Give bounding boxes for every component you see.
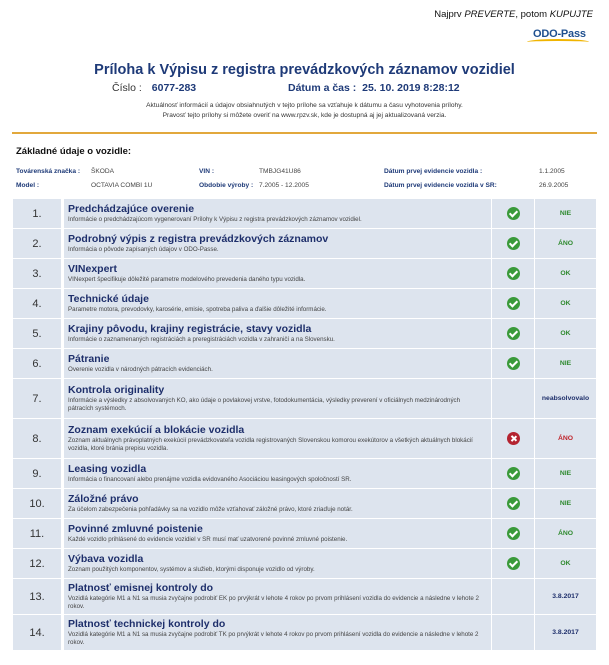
check-icon: [507, 357, 520, 370]
check-description: Zoznam použitých komponentov, systémov a služieb, ktorými disponuje vozidlo od výroby.: [68, 565, 315, 573]
znacka-value: ŠKODA: [91, 168, 115, 175]
check-status-cell: [492, 519, 535, 549]
first-registration-value: 1.1.2005: [539, 168, 565, 175]
datetime: [288, 82, 460, 94]
check-row: [13, 519, 597, 549]
check-body: [63, 615, 492, 651]
check-status-cell: [492, 319, 535, 349]
tagline: [434, 9, 593, 20]
check-result: neabsolvovalo: [535, 379, 597, 419]
check-status-cell: [492, 489, 535, 519]
check-status-cell: [492, 259, 535, 289]
check-result: OK: [535, 549, 597, 579]
info-line-1: Aktuálnosť informácií a údajov obsiahnutých v tejto prílohe sa vzťahuje k dátumu a času vyhotovenia prílohy.: [146, 102, 463, 109]
odo-pass-logo: [527, 24, 593, 46]
check-description: Parametre motora, prevodovky, karosérie, emisie, spotreba paliva a ďalšie dôležité informácie.: [68, 305, 327, 313]
cislo-label: Číslo :: [112, 82, 142, 94]
check-body: [63, 349, 492, 379]
check-row: [13, 379, 597, 419]
check-body: [63, 289, 492, 319]
check-body: [63, 549, 492, 579]
check-result: OK: [535, 319, 597, 349]
check-number: 7.: [13, 379, 63, 419]
check-row: [13, 459, 597, 489]
check-title: Platnosť technickej kontroly do: [68, 617, 226, 630]
check-icon: [507, 527, 520, 540]
basic-info-title: Základné údaje o vozidle:: [16, 146, 132, 157]
check-title: Kontrola originality: [68, 383, 165, 396]
check-body: [63, 379, 492, 419]
check-body: [63, 419, 492, 459]
check-number: 5.: [13, 319, 63, 349]
check-description: Vozidlá kategórie M1 a N1 sa musia zvyčajne podrobiť TK po prvýkrát v lehote 4 rokov po prvom prihlásení vozidla do evidencie a následne v lehote 2 rokov.: [68, 630, 479, 646]
check-description: VINexpert špecifikuje dôležité parametre modelového prevedenia daného typu vozidla.: [68, 275, 306, 283]
check-status-cell: [492, 379, 535, 419]
cislo-value: 6077-283: [151, 82, 197, 94]
check-row: [13, 319, 597, 349]
info-text: [0, 101, 609, 121]
check-number: 11.: [13, 519, 63, 549]
znacka-label: Továrenská značka :: [16, 168, 81, 175]
check-status-cell: [492, 419, 535, 459]
check-title: Záložné právo: [68, 492, 139, 505]
check-number: 10.: [13, 489, 63, 519]
check-number: 12.: [13, 549, 63, 579]
check-status-cell: [492, 459, 535, 489]
check-result: NIE: [535, 199, 597, 229]
check-icon: [507, 497, 520, 510]
check-result: NIE: [535, 459, 597, 489]
check-description: Informácie o zaznamenaných registráciách a preregistráciách vozidla v zahraničí a na Slovensku.: [68, 335, 335, 343]
first-registration-sr-value: 26.9.2005: [539, 182, 569, 189]
logo-swoosh-icon: [527, 39, 589, 45]
check-body: [63, 199, 492, 229]
check-status-cell: [492, 199, 535, 229]
check-icon: [507, 327, 520, 340]
check-result: 3.8.2017: [535, 579, 597, 615]
cross-icon: [507, 432, 520, 445]
check-icon: [507, 297, 520, 310]
check-title: Podrobný výpis z registra prevádzkových záznamov: [68, 232, 329, 245]
check-body: [63, 519, 492, 549]
check-title: Leasing vozidla: [68, 462, 147, 475]
check-result: ÁNO: [535, 519, 597, 549]
document-title: Príloha k Výpisu z registra prevádzkových záznamov vozidiel: [94, 62, 515, 78]
check-title: Zoznam exekúcií a blokácie vozidla: [68, 423, 245, 436]
vin-label: VIN :: [199, 168, 215, 175]
check-row: [13, 489, 597, 519]
check-body: [63, 259, 492, 289]
check-number: 8.: [13, 419, 63, 459]
check-body: [63, 459, 492, 489]
check-description: Informácie o predchádzajúcom vygenerovaní Prílohy k Výpisu z registra prevádzkových záznamov vozidiel.: [68, 215, 362, 223]
check-number: 14.: [13, 615, 63, 651]
tagline-verify: PREVERTE: [464, 9, 516, 20]
check-number: 1.: [13, 199, 63, 229]
check-title: Platnosť emisnej kontroly do: [68, 581, 214, 594]
check-number: 3.: [13, 259, 63, 289]
check-number: 4.: [13, 289, 63, 319]
check-row: [13, 579, 597, 615]
check-title: Predchádzajúce overenie: [68, 202, 195, 215]
check-description: Každé vozidlo prihlásené do evidencie vozidiel v SR musí mať uzatvorené povinné zmluvné poistenie.: [68, 535, 348, 543]
check-body: [63, 319, 492, 349]
check-number: 9.: [13, 459, 63, 489]
check-status-cell: [492, 549, 535, 579]
check-row: [13, 615, 597, 651]
check-row: [13, 259, 597, 289]
check-description: Overenie vozidla v národných pátracích evidenciách.: [68, 365, 213, 373]
check-status-cell: [492, 229, 535, 259]
check-description: Zoznam aktuálnych právoplatných exekúcií prevádzkovateľa vozidla registrovaných Slovenskou komorou exekútorov a všetkých aktuálnych blokácií vozidla, ktoré bránia prepisu vozidla.: [68, 436, 473, 452]
check-title: Výbava vozidla: [68, 552, 144, 565]
production-period-label: Obdobie výroby :: [199, 182, 254, 189]
model-value: OCTAVIA COMBI 1U: [91, 182, 153, 189]
check-description: Za účelom zabezpečenia pohľadávky sa na vozidlo môže vzťahovať záložné právo, ktoré zriaďuje notár.: [68, 505, 353, 513]
check-result: OK: [535, 259, 597, 289]
production-period-value: 7.2005 - 12.2005: [259, 182, 309, 189]
check-description: Informácie a výsledky z absolvovaných KO, ako údaje o povlakovej vrstve, fotodokumentácia, výsledky preverení v oficiálnych medzinárodných pátracích systémoch.: [68, 396, 461, 412]
info-line-2: Pravosť tejto prílohy si môžete overiť na www.rpzv.sk, kde je dostupná aj jej aktualizovaná verzia.: [162, 112, 447, 119]
check-row: [13, 289, 597, 319]
check-number: 6.: [13, 349, 63, 379]
first-registration-label: Dátum prvej evidencie vozidla :: [384, 168, 483, 175]
check-title: VINexpert: [68, 262, 118, 275]
check-number: 2.: [13, 229, 63, 259]
tagline-mid: , potom: [515, 9, 548, 20]
check-title: Krajiny pôvodu, krajiny registrácie, stavy vozidla: [68, 322, 312, 335]
tagline-buy: KUPUJTE: [549, 9, 593, 20]
check-row: [13, 349, 597, 379]
check-row: [13, 199, 597, 229]
check-icon: [507, 267, 520, 280]
check-status-cell: [492, 289, 535, 319]
first-registration-sr-label: Dátum prvej evidencie vozidla v SR:: [384, 182, 497, 189]
check-body: [63, 489, 492, 519]
check-row: [13, 229, 597, 259]
divider: [12, 132, 597, 134]
logo-text: ODO-Pass: [533, 28, 586, 40]
tagline-prefix: Najprv: [434, 9, 462, 20]
document-id-row: [112, 82, 512, 94]
check-icon: [507, 467, 520, 480]
checks-table: [12, 198, 597, 651]
check-result: NIE: [535, 349, 597, 379]
check-description: Vozidlá kategórie M1 a N1 sa musia zvyčajne podrobiť EK po prvýkrát v lehote 4 rokov po prvom prihlásení vozidla do evidencie a následne v lehote 2 rokov.: [68, 594, 479, 610]
datum-value: 25. 10. 2019 8:28:12: [362, 82, 460, 94]
check-result: ÁNO: [535, 229, 597, 259]
check-description: Informácia o pôvode zapísaných údajov v ODO-Passe.: [68, 245, 219, 253]
check-icon: [507, 237, 520, 250]
check-number: 13.: [13, 579, 63, 615]
check-title: Povinné zmluvné poistenie: [68, 522, 203, 535]
check-description: Informácia o financovaní alebo prenájme vozidla evidovaného Asociáciou leasingových spoločností SR.: [68, 475, 352, 483]
vin-value: TMBJG41U86: [259, 168, 301, 175]
check-result: OK: [535, 289, 597, 319]
check-title: Technické údaje: [68, 292, 149, 305]
check-body: [63, 229, 492, 259]
check-status-cell: [492, 579, 535, 615]
check-row: [13, 549, 597, 579]
model-label: Model :: [16, 182, 40, 189]
check-icon: [507, 557, 520, 570]
check-result: 3.8.2017: [535, 615, 597, 651]
check-status-cell: [492, 615, 535, 651]
check-row: [13, 419, 597, 459]
check-icon: [507, 207, 520, 220]
check-status-cell: [492, 349, 535, 379]
check-title: Pátranie: [68, 352, 110, 365]
check-result: NIE: [535, 489, 597, 519]
check-body: [63, 579, 492, 615]
datum-label: Dátum a čas :: [288, 82, 357, 94]
check-result: ÁNO: [535, 419, 597, 459]
